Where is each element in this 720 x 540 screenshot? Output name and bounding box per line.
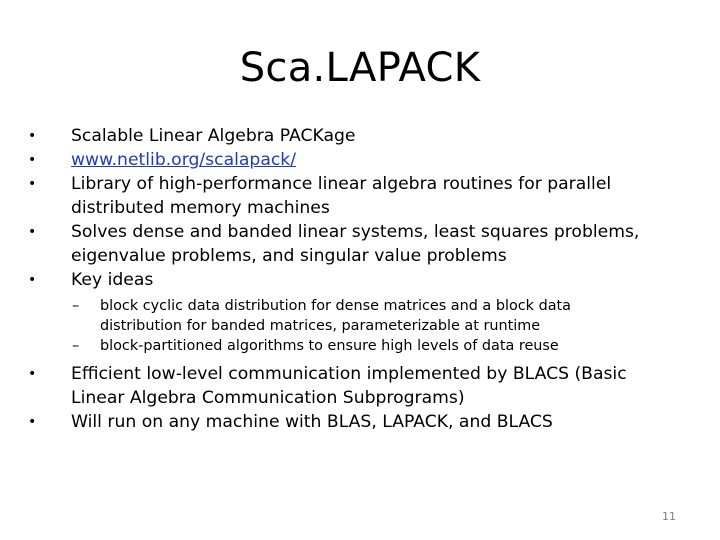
scalapack-url-link[interactable]: www.netlib.org/scalapack/ [71,150,297,170]
sub-bullet-text: block-partitioned algorithms to ensure high levels of data reuse [100,338,559,354]
bullet-item [28,410,708,434]
sub-bullet-marker: – [72,338,80,354]
bullet-marker: • [28,152,37,168]
bullet-text-line: distributed memory machines [71,198,330,218]
bullet-marker: • [28,414,37,430]
bullet-marker: • [28,176,37,192]
bullet-item [28,172,708,220]
bullet-text-line: Linear Algebra Communication Subprograms) [71,388,465,408]
bullet-text-line: Library of high-performance linear algebra routines for parallel [71,174,612,194]
sub-bullet-text-line: distribution for banded matrices, parameterizable at runtime [100,318,541,334]
bullet-item [28,220,708,268]
sub-bullet-list [28,296,708,356]
bullet-item [28,362,708,410]
bullet-text-line: Solves dense and banded linear systems, least squares problems, [71,222,640,242]
sub-bullet-marker: – [72,298,80,314]
bullet-text: Will run on any machine with BLAS, LAPACK, and BLACS [71,412,553,432]
bullet-list [28,124,708,434]
bullet-text-line: Efficient low-level communication implemented by BLACS (Basic [71,364,627,384]
page-number: 11 [662,510,676,523]
slide-title: Sca.LAPACK [239,45,481,91]
bullet-text: Key ideas [71,270,154,290]
sub-bullet-item [28,296,708,336]
bullet-text-line: eigenvalue problems, and singular value problems [71,246,507,266]
bullet-item [28,124,708,148]
sub-bullet-item [28,336,708,356]
bullet-marker: • [28,272,37,288]
bullet-text: Scalable Linear Algebra PACKage [71,126,356,146]
sub-bullet-text-line: block cyclic data distribution for dense matrices and a block data [100,298,571,314]
bullet-item [28,268,708,292]
bullet-marker: • [28,224,37,240]
bullet-item [28,148,708,172]
bullet-marker: • [28,366,37,382]
bullet-marker: • [28,128,37,144]
